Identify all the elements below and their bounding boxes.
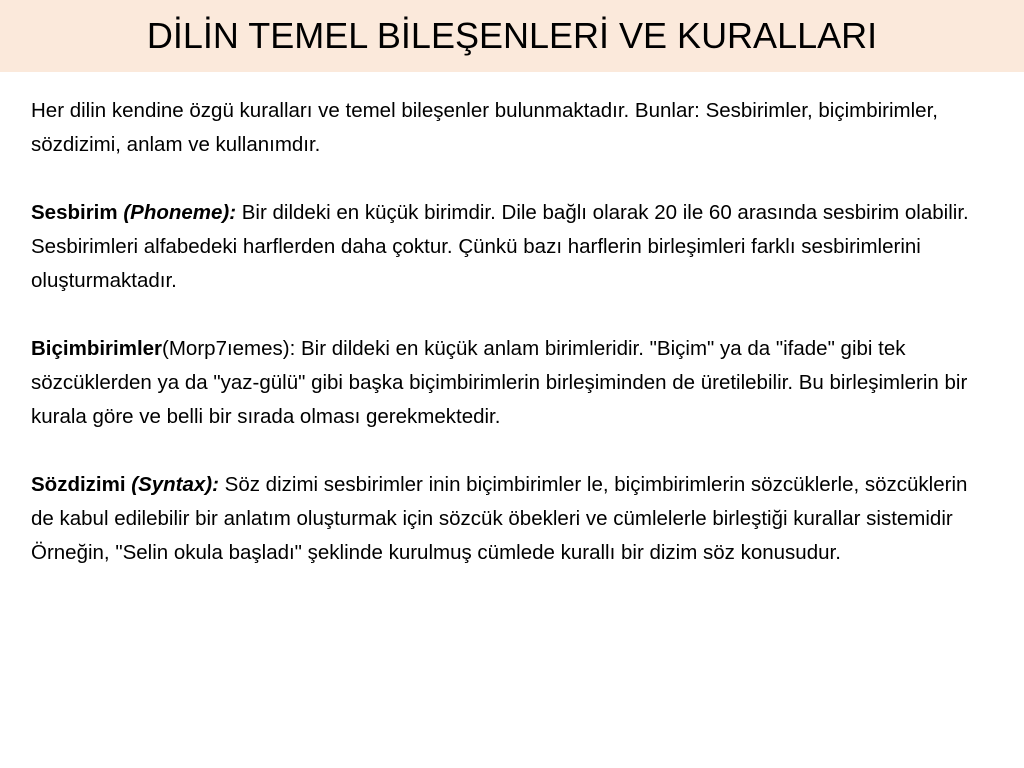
sozdizimi-term: Sözdizimi [31, 473, 126, 496]
sesbirim-term-english: (Phoneme): [123, 201, 237, 224]
intro-text: Her dilin kendine özgü kuralları ve temel bileşenler bulunmaktadır. Bunlar: Sesbirimler, biçimbirimler, sözdizimi, anlam ve kullanımdır. [31, 99, 938, 156]
slide-body [31, 94, 991, 604]
sozdizimi-term-english: (Syntax): [131, 473, 219, 496]
bicimbirim-body: (Morp7ıemes): Bir dildeki en küçük anlam birimleridir. "Biçim" ya da "ifade" gibi tek sözcüklerden ya da "yaz-gülü" gibi başka biçimbirimlerin birleşiminden de üretilebilir. Bu birleşimlerin bir kurala göre ve belli bir sırada olması gerekmektedir. [31, 337, 968, 428]
sesbirim-body: Bir dildeki en küçük birimdir. Dile bağlı olarak 20 ile 60 arasında sesbirim olabilir. Sesbirimleri alfabedeki harflerden daha çoktur. Çünkü bazı harflerin birleşimleri farklı sesbirimlerini oluşturmaktadır. [31, 201, 969, 292]
sozdizimi-paragraph [31, 468, 991, 570]
bicimbirim-term: Biçimbirimler [31, 337, 163, 360]
intro-paragraph [31, 94, 991, 162]
bicimbirim-paragraph [31, 332, 991, 434]
slide-title: DİLİN TEMEL BİLEŞENLERİ VE KURALLARI [146, 15, 878, 56]
sesbirim-term: Sesbirim [31, 201, 118, 224]
slide-title-bar [0, 0, 1024, 72]
sozdizimi-body: Söz dizimi sesbirimler inin biçimbirimler le, biçimbirimlerin sözcüklerle, sözcüklerin de kabul edilebilir bir anlatım oluşturmak için sözcük öbekleri ve cümlelerle birleştiği kurallar sistemidir Örneğin, "Selin okula başladı" şeklinde kurulmuş cümlede kurallı bir dizim söz konusudur. [31, 473, 968, 564]
sesbirim-paragraph [31, 196, 991, 298]
